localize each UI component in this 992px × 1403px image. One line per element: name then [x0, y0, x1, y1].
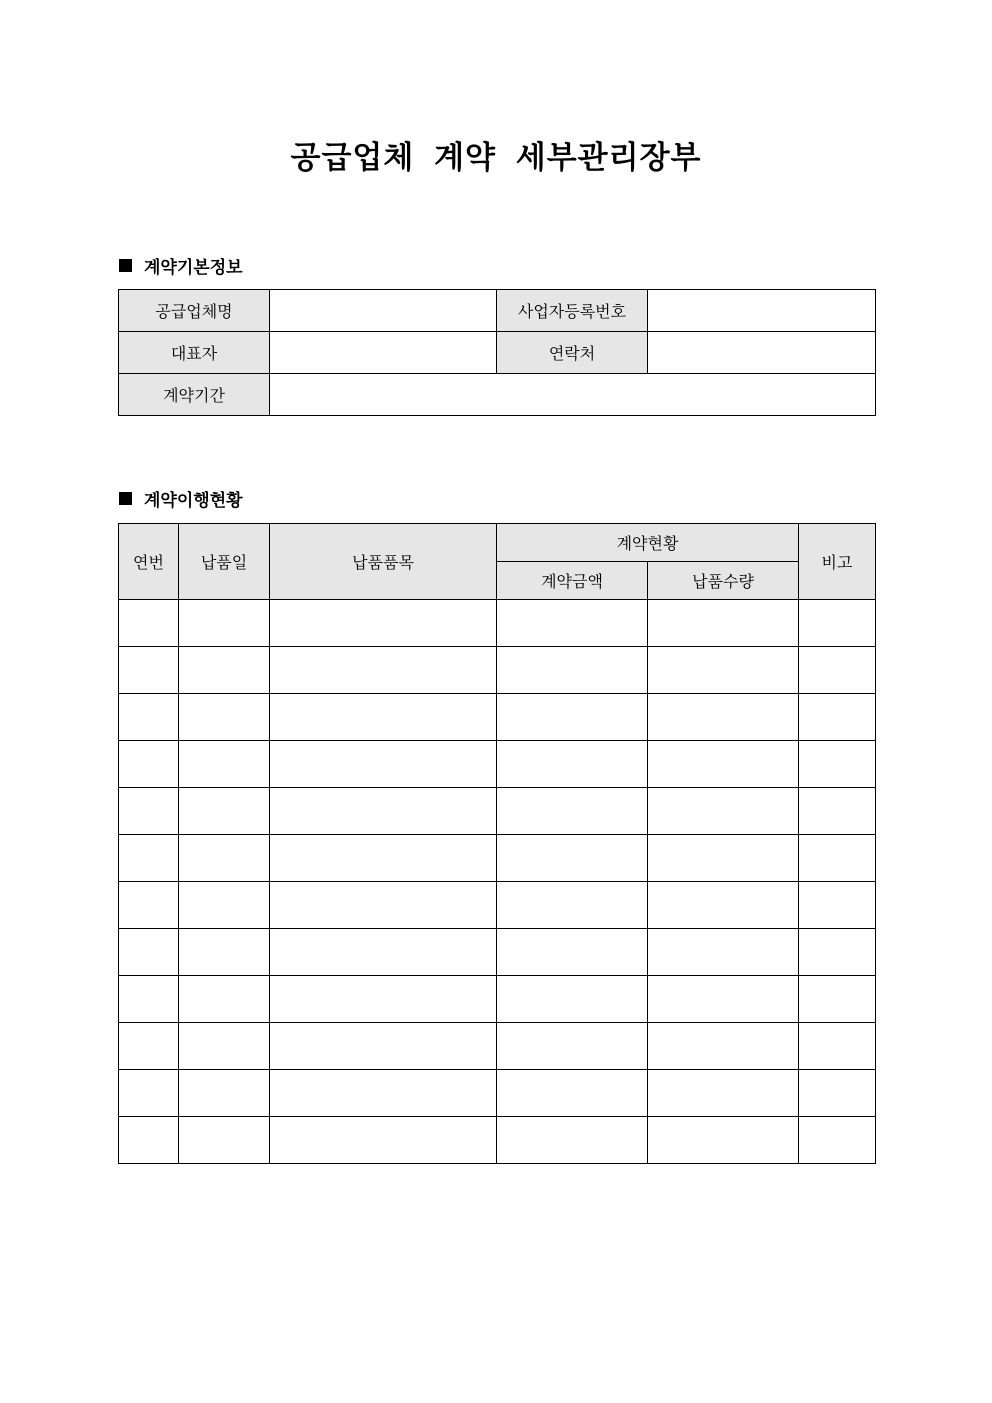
- remarks-cell[interactable]: [799, 1070, 876, 1117]
- serial-cell[interactable]: [119, 929, 179, 976]
- table-row: [119, 332, 876, 374]
- delivery-date-cell[interactable]: [179, 600, 270, 647]
- serial-cell[interactable]: [119, 788, 179, 835]
- serial-cell[interactable]: [119, 647, 179, 694]
- table-row: [119, 835, 876, 882]
- table-row: [119, 374, 876, 416]
- column-header-remarks: 비고: [799, 524, 876, 600]
- table-row: [119, 600, 876, 647]
- table-row: [119, 929, 876, 976]
- serial-cell[interactable]: [119, 976, 179, 1023]
- remarks-cell[interactable]: [799, 835, 876, 882]
- delivery-qty-cell[interactable]: [648, 882, 799, 929]
- column-header-contract-amount: 계약금액: [497, 562, 648, 600]
- remarks-cell[interactable]: [799, 882, 876, 929]
- delivery-date-cell[interactable]: [179, 1117, 270, 1164]
- delivery-date-cell[interactable]: [179, 647, 270, 694]
- column-header-contract-status: 계약현황: [497, 524, 799, 562]
- remarks-cell[interactable]: [799, 647, 876, 694]
- delivery-qty-cell[interactable]: [648, 694, 799, 741]
- contact-field[interactable]: [648, 332, 876, 374]
- contact-label: 연락처: [497, 332, 648, 374]
- delivery-item-cell[interactable]: [270, 741, 497, 788]
- contract-amount-cell[interactable]: [497, 835, 648, 882]
- table-row: [119, 647, 876, 694]
- remarks-cell[interactable]: [799, 788, 876, 835]
- delivery-item-cell[interactable]: [270, 647, 497, 694]
- business-number-label: 사업자등록번호: [497, 290, 648, 332]
- supplier-name-label: 공급업체명: [119, 290, 270, 332]
- contract-amount-cell[interactable]: [497, 1117, 648, 1164]
- business-number-field[interactable]: [648, 290, 876, 332]
- contract-amount-cell[interactable]: [497, 788, 648, 835]
- delivery-qty-cell[interactable]: [648, 741, 799, 788]
- delivery-qty-cell[interactable]: [648, 600, 799, 647]
- serial-cell[interactable]: [119, 835, 179, 882]
- column-header-delivery-date: 납품일: [179, 524, 270, 600]
- serial-cell[interactable]: [119, 694, 179, 741]
- delivery-qty-cell[interactable]: [648, 647, 799, 694]
- serial-cell[interactable]: [119, 1117, 179, 1164]
- document-title: 공급업체 계약 세부관리장부: [290, 140, 702, 176]
- remarks-cell[interactable]: [799, 694, 876, 741]
- table-row: [119, 788, 876, 835]
- serial-cell[interactable]: [119, 882, 179, 929]
- table-row: [119, 1023, 876, 1070]
- section-heading-performance: [119, 486, 243, 511]
- serial-cell[interactable]: [119, 741, 179, 788]
- delivery-date-cell[interactable]: [179, 976, 270, 1023]
- column-header-delivery-qty: 납품수량: [648, 562, 799, 600]
- contract-amount-cell[interactable]: [497, 929, 648, 976]
- column-header-serial: 연번: [119, 524, 179, 600]
- delivery-date-cell[interactable]: [179, 882, 270, 929]
- representative-field[interactable]: [270, 332, 497, 374]
- delivery-date-cell[interactable]: [179, 835, 270, 882]
- remarks-cell[interactable]: [799, 929, 876, 976]
- delivery-item-cell[interactable]: [270, 929, 497, 976]
- remarks-cell[interactable]: [799, 976, 876, 1023]
- delivery-qty-cell[interactable]: [648, 976, 799, 1023]
- delivery-qty-cell[interactable]: [648, 835, 799, 882]
- section-heading-basic-info: [119, 253, 243, 278]
- table-row: [119, 290, 876, 332]
- remarks-cell[interactable]: [799, 741, 876, 788]
- contract-amount-cell[interactable]: [497, 694, 648, 741]
- header-row: [119, 524, 876, 562]
- delivery-item-cell[interactable]: [270, 788, 497, 835]
- table-row: [119, 694, 876, 741]
- remarks-cell[interactable]: [799, 1117, 876, 1164]
- table-row: [119, 1117, 876, 1164]
- table-row: [119, 882, 876, 929]
- section-heading-label: 계약기본정보: [144, 258, 243, 278]
- serial-cell[interactable]: [119, 1023, 179, 1070]
- delivery-item-cell[interactable]: [270, 694, 497, 741]
- delivery-date-cell[interactable]: [179, 1070, 270, 1117]
- table-row: [119, 1070, 876, 1117]
- square-bullet-icon: [119, 492, 132, 505]
- contract-amount-cell[interactable]: [497, 741, 648, 788]
- remarks-cell[interactable]: [799, 600, 876, 647]
- delivery-date-cell[interactable]: [179, 741, 270, 788]
- contract-basic-info-table: [118, 289, 876, 416]
- delivery-item-cell[interactable]: [270, 882, 497, 929]
- contract-period-label: 계약기간: [119, 374, 270, 416]
- serial-cell[interactable]: [119, 1070, 179, 1117]
- supplier-name-field[interactable]: [270, 290, 497, 332]
- remarks-cell[interactable]: [799, 1023, 876, 1070]
- delivery-qty-cell[interactable]: [648, 1023, 799, 1070]
- delivery-qty-cell[interactable]: [648, 788, 799, 835]
- delivery-qty-cell[interactable]: [648, 1070, 799, 1117]
- representative-label: 대표자: [119, 332, 270, 374]
- delivery-item-cell[interactable]: [270, 1023, 497, 1070]
- delivery-date-cell[interactable]: [179, 694, 270, 741]
- contract-amount-cell[interactable]: [497, 600, 648, 647]
- delivery-date-cell[interactable]: [179, 1023, 270, 1070]
- contract-amount-cell[interactable]: [497, 882, 648, 929]
- delivery-item-cell[interactable]: [270, 976, 497, 1023]
- contract-performance-table: [118, 523, 876, 1164]
- contract-amount-cell[interactable]: [497, 1023, 648, 1070]
- delivery-qty-cell[interactable]: [648, 929, 799, 976]
- delivery-date-cell[interactable]: [179, 929, 270, 976]
- delivery-item-cell[interactable]: [270, 1117, 497, 1164]
- delivery-qty-cell[interactable]: [648, 1117, 799, 1164]
- contract-amount-cell[interactable]: [497, 976, 648, 1023]
- table-row: [119, 976, 876, 1023]
- contract-period-field[interactable]: [270, 374, 876, 416]
- column-header-delivery-item: 납품품목: [270, 524, 497, 600]
- contract-amount-cell[interactable]: [497, 647, 648, 694]
- serial-cell[interactable]: [119, 600, 179, 647]
- delivery-item-cell[interactable]: [270, 600, 497, 647]
- delivery-date-cell[interactable]: [179, 788, 270, 835]
- delivery-item-cell[interactable]: [270, 1070, 497, 1117]
- contract-amount-cell[interactable]: [497, 1070, 648, 1117]
- delivery-item-cell[interactable]: [270, 835, 497, 882]
- table-row: [119, 741, 876, 788]
- square-bullet-icon: [119, 259, 132, 272]
- section-heading-label: 계약이행현황: [144, 491, 243, 511]
